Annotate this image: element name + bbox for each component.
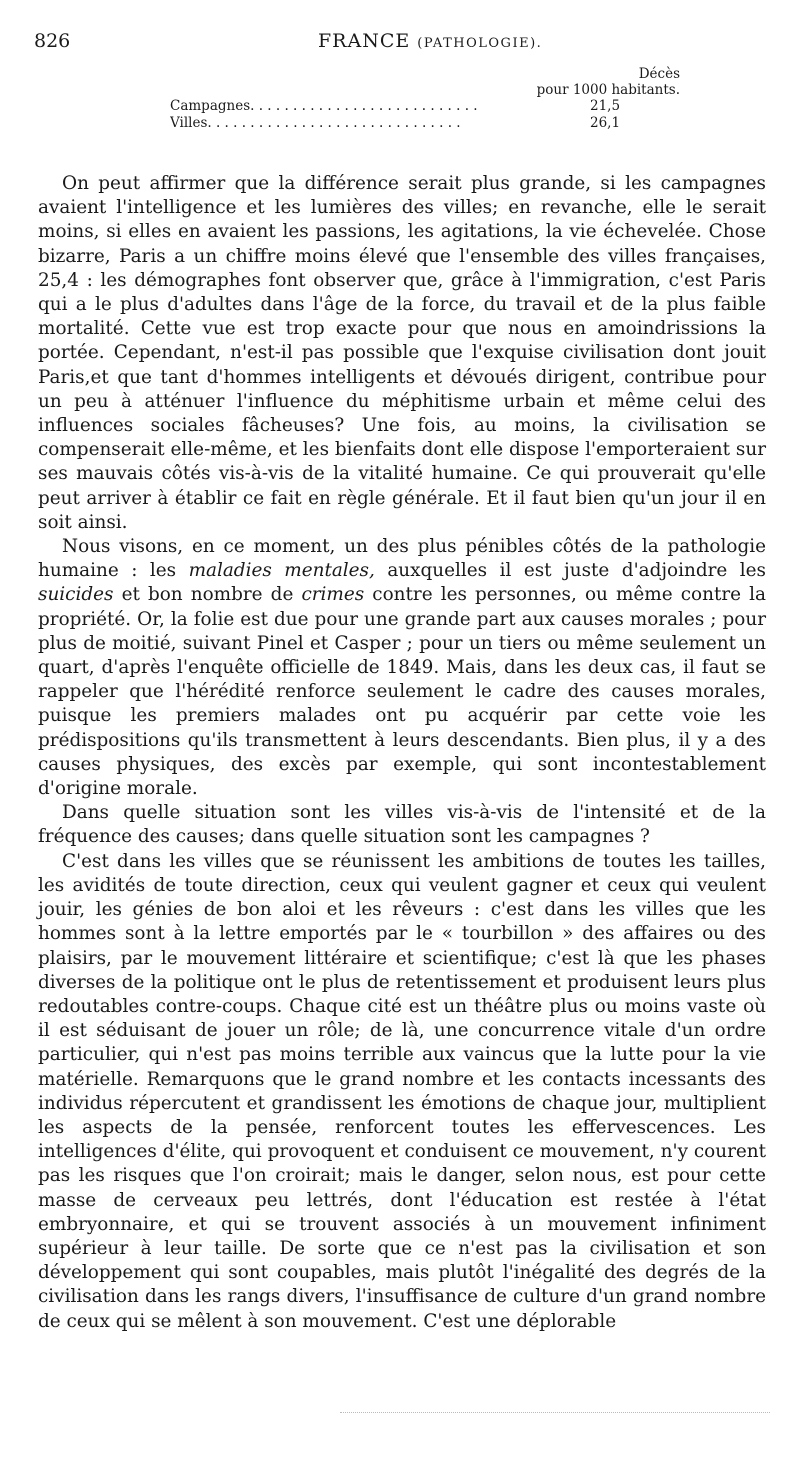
- table-row-label: Villes: [170, 115, 208, 131]
- table-row-label-group: [170, 98, 580, 114]
- emphasis-maladies-mentales: maladies mentales,: [188, 560, 375, 582]
- paragraph-2: [38, 535, 766, 801]
- page-bottom-marks: [340, 1412, 770, 1419]
- table-row-value: 21,5: [590, 98, 621, 114]
- running-title: [318, 30, 542, 52]
- table-header-line-1: Décès: [638, 66, 680, 82]
- paragraph-2-text-d: contre les personnes, ou même contre la propriété. Or, la folie est due pour une grande part aux causes morales ; pour plus de moitié, suivant Pinel et Casper ; pour un tiers ou même seulement un quart, d'après l'enquête officielle de 1849. Mais, dans les deux cas, il faut se rappeler que l'hérédité renforce seulement le cadre des causes morales, puisque les premiers malades ont pu acquérir par cette voie les prédispositions qu'ils transmettent à leurs descendants. Bien plus, il y a des causes physiques, des excès par exemple, qui sont incontestablement d'origine morale.: [38, 584, 766, 800]
- table-row: [170, 115, 680, 132]
- paragraph-1: On peut affirmer que la différence serait plus grande, si les campagnes avaient l'intelligence et les lumières des villes; en revanche, elle le serait moins, si elles en avaient les passions, les agitations, la vie échevelée. Chose bizarre, Paris a un chiffre moins élevé que l'ensemble des villes françaises, 25,4 : les démographes font observer que, grâce à l'immigration, c'est Paris qui a le plus d'adultes dans l'âge de la force, du travail et de la plus faible mortalité. Cette vue est trop exacte pour que nous en amoindrissions la portée. Cependant, n'est-il pas possible que l'exquise civilisation dont jouit Paris,et que tant d'hommes intelligents et dévoués dirigent, contribue pour un peu à atténuer l'influence du méphitisme urbain et même celui des influences sociales fâcheuses? Une fois, au moins, la civilisation se compenserait elle-même, et les bienfaits dont elle dispose l'emporteraient sur ses mauvais côtés vis-à-vis de la vitalité humaine. Ce qui prouverait qu'elle peut arriver à établir ce fait en règle générale. Et il faut bien qu'un jour il en soit ainsi.: [38, 173, 766, 533]
- paragraph-2-text-b: auxquelles il est juste d'adjoindre les: [374, 560, 766, 582]
- table-row-label-group: [170, 115, 580, 131]
- paragraph-4: C'est dans les villes que se réunissent les ambitions de toutes les tailles, les avidités de toute direction, ceux qui veulent gagner et ceux qui veulent jouir, les génies de bon aloi et les rêveurs : c'est dans les villes que les hommes sont à la lettre emportés par le « tourbillon » des affaires ou des plaisirs, par le mouvement littéraire et scientifique; c'est là que les phases diverses de la politique ont le plus de retentissement et produisent leurs plus redoutables contre-coups. Chaque cité est un théâtre plus ou moins vaste où il est séduisant de jouer un rôle; de là, une concurrence vitale d'un ordre particulier, qui n'est pas moins terrible aux vaincus que la lutte pour la vie matérielle. Remarquons que le grand nombre et les contacts incessants des individus répercutent et grandissent les émotions de chaque jour, multiplient les aspects de la pensée, renforcent toutes les effervescences. Les intelligences d'élite, qui provoquent et conduisent ce mouvement, n'y courent pas les risques que l'on croirait; mais le danger, selon nous, est pour cette masse de cerveaux peu lettrés, dont l'éducation est restée à l'état embryonnaire, et qui se trouvent associés à un mouvement infiniment supérieur à leur taille. De sorte que ce n'est pas la civilisation et son développement qui sont coupables, mais plutôt l'inégalité des degrés de la civilisation dans les rangs divers, l'insuffisance de culture d'un grand nombre de ceux qui se mêlent à son mouvement. C'est une déplorable: [38, 850, 766, 1332]
- body-text: [38, 172, 766, 1334]
- emphasis-suicides: suicides: [38, 584, 114, 606]
- table-row-leader: . . . . . . . . . . . . . . . . . . . . . . . . . . .: [250, 98, 478, 114]
- table-column-header: [170, 66, 680, 98]
- paragraph-2-text-c: et bon nombre de: [113, 584, 302, 606]
- table-row-leader: . . . . . . . . . . . . . . . . . . . . . . . . . . . . . .: [207, 115, 461, 131]
- table-header-line-2: pour 1000 habitants.: [536, 82, 680, 98]
- table-row: [170, 98, 680, 115]
- paragraph-2-text-a: Nous visons, en ce moment, un des plus pénibles côtés de la pathologie humaine : les: [38, 536, 766, 582]
- emphasis-crimes: crimes: [301, 584, 365, 606]
- paragraph-3: Dans quelle situation sont les villes vis-à-vis de l'intensité et de la fréquence des causes; dans quelle situation sont les campagnes ?: [38, 802, 766, 848]
- table-row-value: 26,1: [590, 115, 621, 131]
- running-title-subtitle: (PATHOLOGIE).: [417, 36, 543, 51]
- page-number: 826: [34, 30, 71, 52]
- mortality-table: [170, 66, 680, 132]
- running-head: [34, 30, 766, 56]
- running-title-main: FRANCE: [318, 30, 411, 52]
- table-row-label: Campagnes: [170, 98, 251, 114]
